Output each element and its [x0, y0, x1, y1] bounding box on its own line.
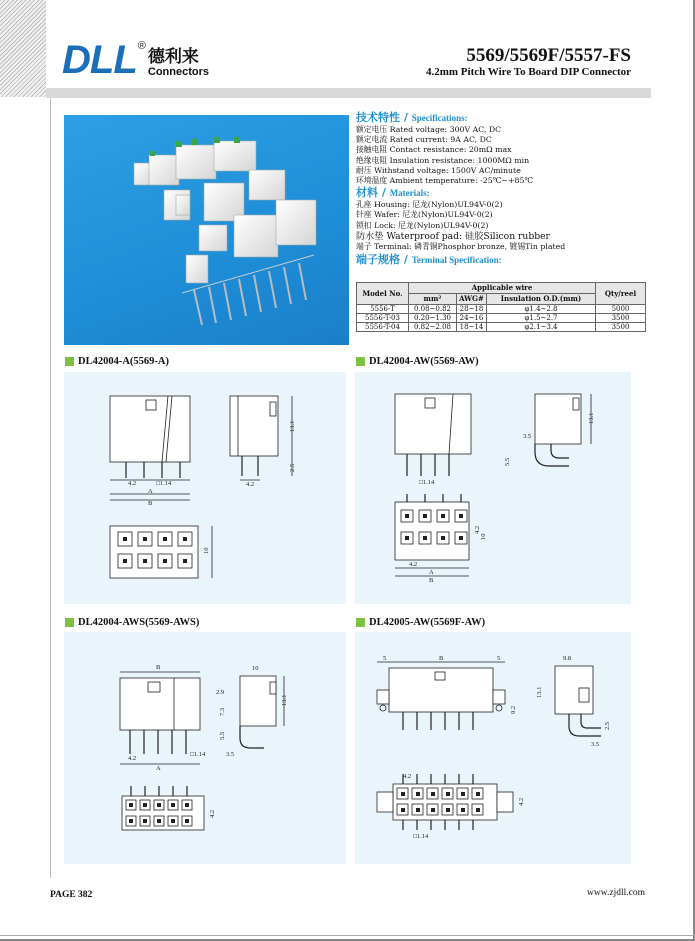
dim-a: A: [148, 488, 153, 495]
col-group: Applicable wire: [409, 283, 596, 294]
terminal-heading-en: Terminal Specification:: [411, 254, 502, 265]
product-photo-illustration: [64, 115, 349, 345]
dim-row: 4.2: [518, 797, 525, 806]
cell-model: 5556-T-03: [357, 314, 409, 323]
dim-b: B: [156, 664, 161, 671]
dim-lead: 5.5: [219, 731, 226, 740]
page-subtitle: 4.2mm Pitch Wire To Board DIP Connector: [425, 66, 631, 78]
dim-b: B: [148, 500, 153, 507]
spec-line: 额定电压 Rated voltage: 300V AC, DC: [356, 125, 502, 134]
dim-row: 4.2: [209, 809, 216, 818]
dim-offset: 3.5: [226, 751, 235, 758]
dim-offset: 3.5: [591, 741, 600, 748]
section-label: DL42004-AWS(5569-AWS): [78, 617, 200, 628]
section-label: DL42004-AW(5569-AW): [369, 356, 479, 367]
dim-depth: 10: [252, 665, 259, 672]
section-marker: [65, 357, 74, 366]
page-number: PAGE 382: [50, 890, 93, 900]
cell-mm: 0.08~0.82: [409, 305, 457, 314]
dim-flange-left: 5: [383, 655, 387, 662]
drawing-5569-aws: [64, 632, 346, 864]
logo-chinese: 德利来: [147, 47, 199, 67]
spec-line: 环境温度 Ambient temperature: -25℃~+85℃: [356, 176, 534, 186]
drawing-5569f-aw: [355, 632, 631, 864]
dim-tail: 2.5: [604, 721, 611, 730]
dim-height: 13.1: [536, 686, 543, 698]
dim-pin: □1.14: [419, 479, 435, 486]
header-band: [46, 88, 651, 98]
registered-mark: ®: [137, 40, 146, 52]
materials-heading-en: Materials:: [389, 188, 430, 199]
section-title-5569f-aw: [356, 617, 485, 628]
dim-pitch-side: 4.2: [246, 481, 255, 488]
dim-offset: 3.5: [523, 433, 532, 440]
col-qty: Qty/reel: [596, 283, 646, 305]
section-marker: [356, 618, 365, 627]
table-row: [357, 323, 646, 332]
footer-divider: [0, 935, 695, 936]
cell-od: φ1.4~2.8: [487, 305, 596, 314]
dim-b: B: [429, 577, 434, 584]
materials-heading: [356, 186, 646, 200]
dim-pin: □1.14: [190, 751, 206, 758]
table-row: [357, 314, 646, 323]
cell-model: 5556-T: [357, 305, 409, 314]
dim-pitch: 4.2: [128, 480, 137, 487]
cell-mm: 0.20~1.30: [409, 314, 457, 323]
cell-qty: 3500: [596, 323, 646, 332]
dim-side-depth: 9.8: [563, 655, 572, 662]
dim-flange-right: 5: [497, 655, 501, 662]
cell-awg: 24~16: [457, 314, 487, 323]
terminal-spec-heading: [356, 253, 646, 267]
materials-heading-cn: 材料 /: [356, 186, 390, 200]
cell-awg: 18~14: [457, 323, 487, 332]
spec-heading-cn: 技术特性 /: [356, 111, 412, 124]
dim-step: 2.9: [216, 689, 225, 696]
cell-model: 5556-T-04: [357, 323, 409, 332]
title-block: [426, 46, 631, 79]
material-line: 针座 Wafer: 尼龙(Nylon)UL94V-0(2): [356, 210, 493, 220]
brand-logo: [62, 38, 209, 82]
dim-a: A: [429, 569, 434, 576]
terminal-heading-cn: 端子规格 /: [356, 252, 412, 266]
table-row: [357, 305, 646, 314]
spec-line: 耐压 Withstand voltage: 1500V AC/minute: [356, 165, 521, 175]
section-title-5569-a: [65, 356, 169, 367]
section-label: DL42005-AW(5569F-AW): [369, 617, 486, 628]
cell-qty: 5000: [596, 305, 646, 314]
terminal-spec-table: [356, 282, 646, 332]
specifications: [356, 111, 646, 267]
dim-height: 13.1: [289, 420, 296, 432]
drawing-5569-aw: [355, 372, 631, 604]
dim-b: B: [439, 655, 444, 662]
drawing-5569-a: [64, 372, 346, 604]
section-marker: [356, 357, 365, 366]
cell-mm: 0.82~2.08: [409, 323, 457, 332]
dim-pitch: 4.2: [128, 755, 137, 762]
dim-row: 4.2: [474, 525, 481, 534]
section-label: DL42004-A(5569-A): [78, 356, 169, 367]
spec-heading-en: Specifications:: [411, 113, 468, 123]
dim-a: A: [156, 765, 161, 772]
material-line: 孔座 Housing: 尼龙(Nylon)UL94V-0(2): [356, 200, 503, 210]
website-url[interactable]: www.zjdll.com: [587, 888, 645, 898]
dim-pin: □1.14: [413, 833, 429, 840]
section-title-5569-aws: [65, 617, 199, 628]
dim-pitch: 4.2: [409, 561, 418, 568]
cell-od: φ2.1~3.4: [487, 323, 596, 332]
product-photo: [64, 115, 349, 345]
spec-line: 额定电流 Rated current: 9A AC, DC: [356, 135, 492, 145]
logo-english: Connectors: [147, 66, 209, 78]
logo-mark: DLL: [62, 38, 137, 82]
spec-line: 绝缘电阻 Insulation resistance: 1000MΩ min: [356, 155, 530, 165]
page-title: 5569/5569F/5557-FS: [466, 45, 631, 66]
dim-tail: 2.5: [289, 463, 296, 472]
dim-flange-height: 9.2: [510, 705, 517, 714]
dim-mid: 7.3: [219, 707, 226, 716]
corner-hatch: [0, 0, 46, 97]
dim-height: 13.1: [281, 694, 288, 706]
section-marker: [65, 618, 74, 627]
dim-pitch: 4.2: [403, 773, 412, 780]
spec-line: 接触电阻 Contact resistance: 20mΩ max: [356, 145, 512, 155]
material-line: 锁扣 Lock: 尼龙(Nylon)UL94V-0(2): [356, 220, 489, 230]
cell-awg: 28~18: [457, 305, 487, 314]
section-title-5569-aw: [356, 356, 479, 367]
spec-heading: [356, 111, 646, 125]
dim-lead: 5.5: [504, 457, 511, 466]
dim-height: 13.1: [588, 412, 595, 424]
material-line: 端子 Terminal: 磷青铜Phosphor bronze, 镀锡Tin plated: [356, 242, 566, 252]
dim-pin: □1.14: [156, 480, 172, 487]
col-od: Insulation O.D.(mm): [487, 294, 596, 305]
col-awg: AWG#: [457, 294, 487, 305]
cell-od: φ1.5~2.7: [487, 314, 596, 323]
dim-depth: 10: [480, 533, 487, 540]
col-model: Model No.: [357, 283, 409, 305]
cell-qty: 3500: [596, 314, 646, 323]
dim-depth: 10: [203, 547, 210, 554]
col-mm: mm²: [409, 294, 457, 305]
material-line: 防水垫 Waterproof pad: 硅胶Silicon rubber: [356, 230, 550, 242]
